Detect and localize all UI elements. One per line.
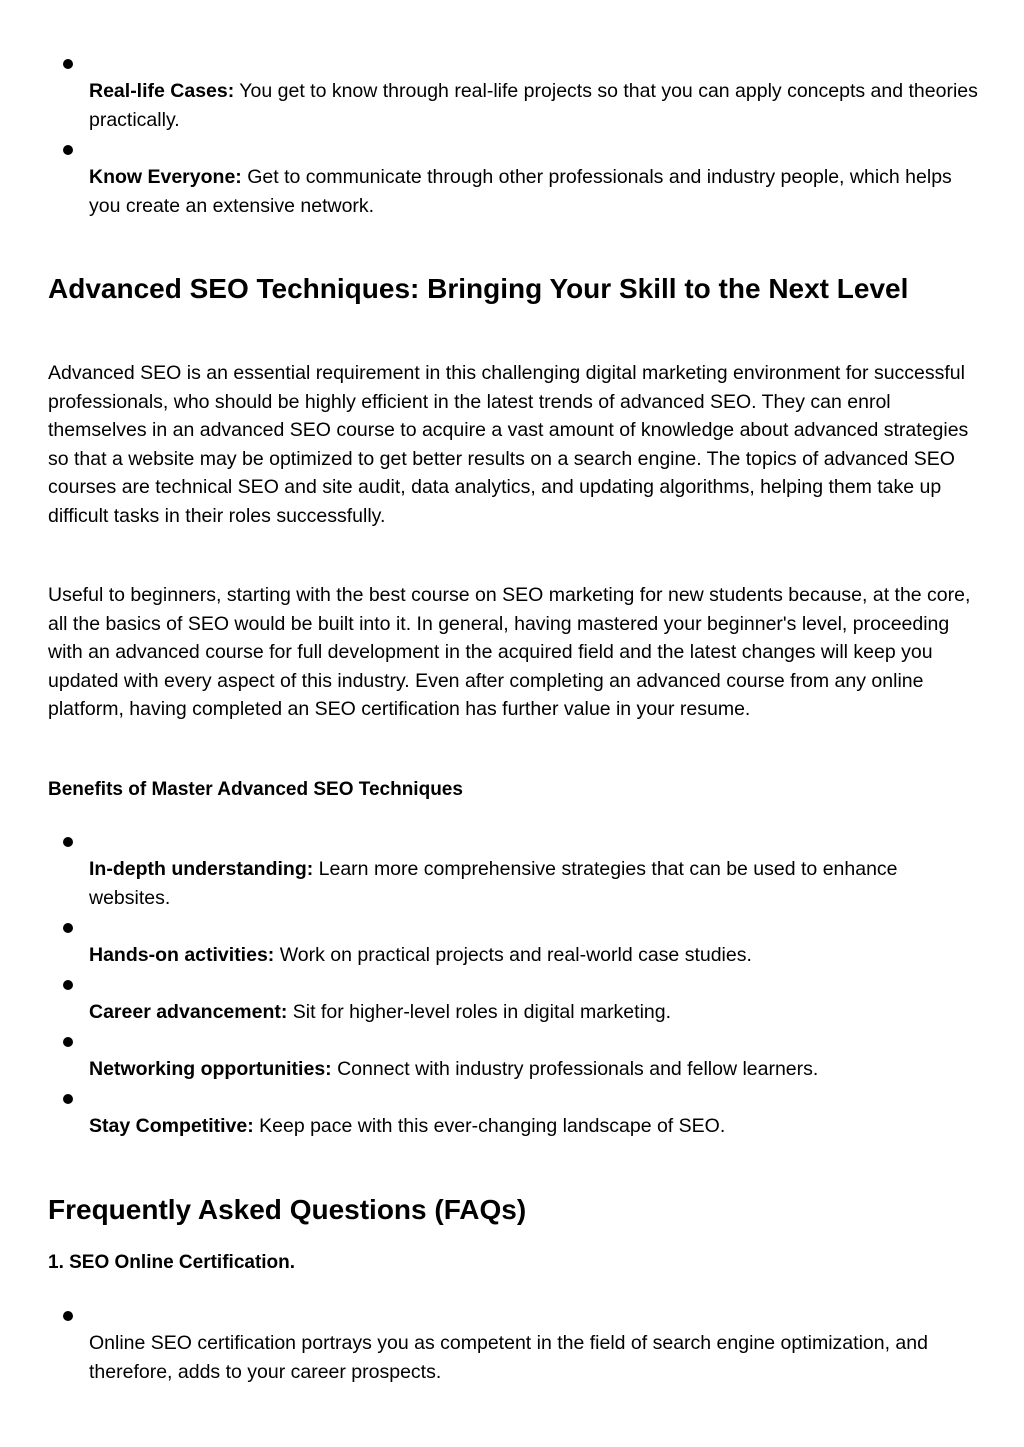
- list-item-text: [89, 855, 979, 912]
- section-heading-advanced-seo: Advanced SEO Techniques: Bringing Your Skill to the Next Level: [48, 273, 909, 304]
- list-item-text: [89, 1112, 979, 1141]
- faq-answer: Online SEO certification portrays you as competent in the field of search engine optimization, and therefore, adds to your career prospects.: [89, 1332, 928, 1383]
- list-item-body: You get to know through real-life projects so that you can apply concepts and theories practically.: [89, 80, 978, 131]
- list-item-label: In-depth understanding:: [89, 858, 314, 880]
- list-item-text: [89, 163, 979, 220]
- bullet-icon: [63, 1311, 73, 1321]
- section-heading-faqs: Frequently Asked Questions (FAQs): [48, 1194, 527, 1225]
- list-item-label: Career advancement:: [89, 1001, 288, 1023]
- list-item-body: Get to communicate through other professionals and industry people, which helps you create an extensive network.: [89, 166, 952, 217]
- list-item-label: Real-life Cases:: [89, 80, 235, 102]
- list-item-label: Stay Competitive:: [89, 1115, 254, 1137]
- list-item-body: Work on practical projects and real-world case studies.: [274, 944, 752, 966]
- bullet-icon: [63, 837, 73, 847]
- list-item-text: [89, 77, 979, 134]
- list-item-body: Learn more comprehensive strategies that can be used to enhance websites.: [89, 858, 898, 909]
- bullet-icon: [63, 145, 73, 155]
- bullet-icon: [63, 59, 73, 69]
- paragraph-advanced-seo-1: Advanced SEO is an essential requirement in this challenging digital marketing environment for successful professionals, who should be highly efficient in the latest trends of advanced SEO. They can enrol themselves in an advanced SEO course to acquire a vast amount of knowledge about advanced strategies so that a website may be optimized to get better results on a search engine. The topics of advanced SEO courses are technical SEO and site audit, data analytics, and updating algorithms, helping them take up difficult tasks in their roles successfully.: [48, 362, 969, 527]
- benefits-heading: Benefits of Master Advanced SEO Techniques: [48, 779, 463, 800]
- list-item-text: [89, 998, 979, 1027]
- faq-question: 1. SEO Online Certification.: [48, 1252, 296, 1273]
- list-item-label: Know Everyone:: [89, 166, 242, 188]
- list-item-label: Networking opportunities:: [89, 1058, 332, 1080]
- list-item-body: Keep pace with this ever-changing landscape of SEO.: [253, 1115, 726, 1137]
- list-item-text: [89, 1055, 979, 1084]
- list-item-text: [89, 941, 979, 970]
- list-item-body: Sit for higher-level roles in digital marketing.: [287, 1001, 672, 1023]
- bullet-icon: [63, 980, 73, 990]
- list-item-body: Connect with industry professionals and fellow learners.: [331, 1058, 819, 1080]
- paragraph-advanced-seo-2: Useful to beginners, starting with the best course on SEO marketing for new students because, at the core, all the basics of SEO would be built into it. In general, having mastered your beginner's level, proceeding with an advanced course for full development in the acquired field and the latest changes will keep you updated with every aspect of this industry. Even after completing an advanced course from any online platform, having completed an SEO certification has further value in your resume.: [48, 584, 971, 720]
- bullet-icon: [63, 1037, 73, 1047]
- bullet-icon: [63, 923, 73, 933]
- list-item-label: Hands-on activities:: [89, 944, 275, 966]
- bullet-icon: [63, 1094, 73, 1104]
